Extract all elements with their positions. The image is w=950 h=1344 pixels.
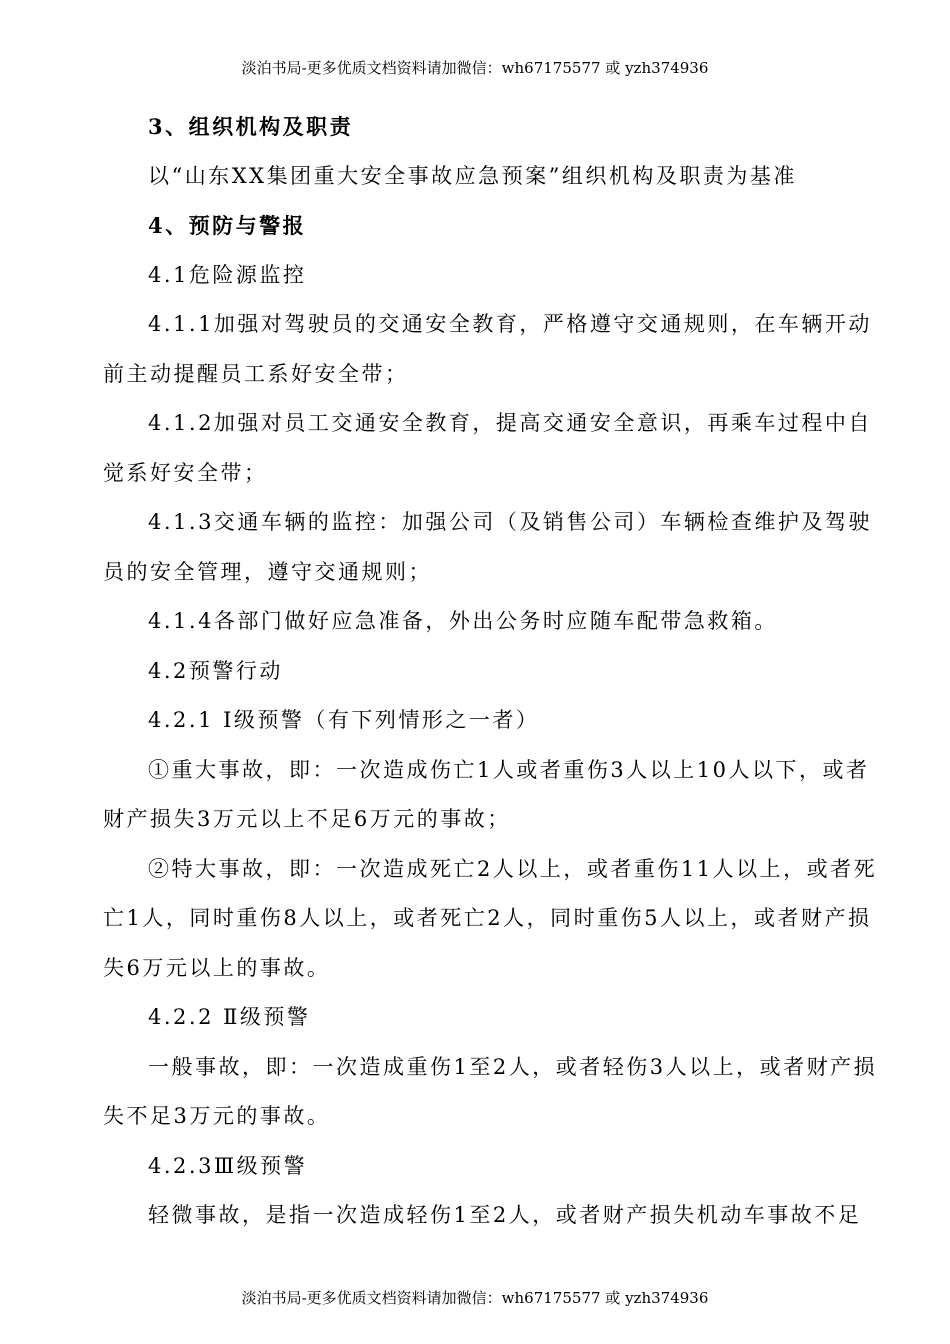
subheading-level-1-warning: 4.2.1 Ⅰ级预警（有下列情形之一者） — [148, 708, 540, 732]
subheading-level-3-warning: 4.2.3Ⅲ级预警 — [148, 1153, 308, 1178]
paragraph-major-accident: ①重大事故，即：一次造成伤亡1人或者重伤3人以上10人以下，或者财产损失3万元以上不足6万元的事故； — [103, 757, 870, 831]
subheading-warning-actions: 4.2预警行动 — [148, 658, 283, 683]
paragraph-4-1-3: 4.1.3交通车辆的监控：加强公司（及销售公司）车辆检查维护及驾驶员的安全管理，遵守交通规则； — [103, 510, 872, 584]
section-heading-prevention: 4、预防与警报 — [148, 213, 307, 238]
page-footer: 淡泊书局-更多优质文档资料请加微信：wh67175577 或 yzh374936 — [241, 1289, 709, 1307]
paragraph-4-1-4: 4.1.4各部门做好应急准备，外出公务时应随车配带急救箱。 — [148, 609, 778, 633]
paragraph-organization-basis: 以“山东XX集团重大安全事故应急预案”组织机构及职责为基准 — [148, 163, 797, 188]
section-heading-organization: 3、组织机构及职责 — [148, 114, 354, 139]
paragraph-general-accident: 一般事故，即：一次造成重伤1至2人，或者轻伤3人以上，或者财产损失不足3万元的事故。 — [103, 1054, 878, 1128]
subheading-level-2-warning: 4.2.2 Ⅱ级预警 — [148, 1005, 311, 1029]
page-header: 淡泊书局-更多优质文档资料请加微信：wh67175577 或 yzh374936 — [241, 59, 709, 77]
subheading-hazard-monitoring: 4.1危险源监控 — [148, 262, 307, 287]
paragraph-4-1-2: 4.1.2加强对员工交通安全教育，提高交通安全意识，再乘车过程中自觉系好安全带； — [103, 411, 872, 485]
paragraph-minor-accident: 轻微事故，是指一次造成轻伤1至2人，或者财产损失机动车事故不足 — [148, 1203, 862, 1227]
document-body — [103, 102, 878, 1241]
paragraph-severe-accident: ②特大事故，即：一次造成死亡2人以上，或者重伤11人以上，或者死亡1人，同时重伤8人以上，或者死亡2人，同时重伤5人以上，或者财产损失6万元以上的事故。 — [103, 856, 878, 980]
paragraph-4-1-1: 4.1.1加强对驾驶员的交通安全教育，严格遵守交通规则，在车辆开动前主动提醒员工系好安全带； — [103, 312, 872, 386]
